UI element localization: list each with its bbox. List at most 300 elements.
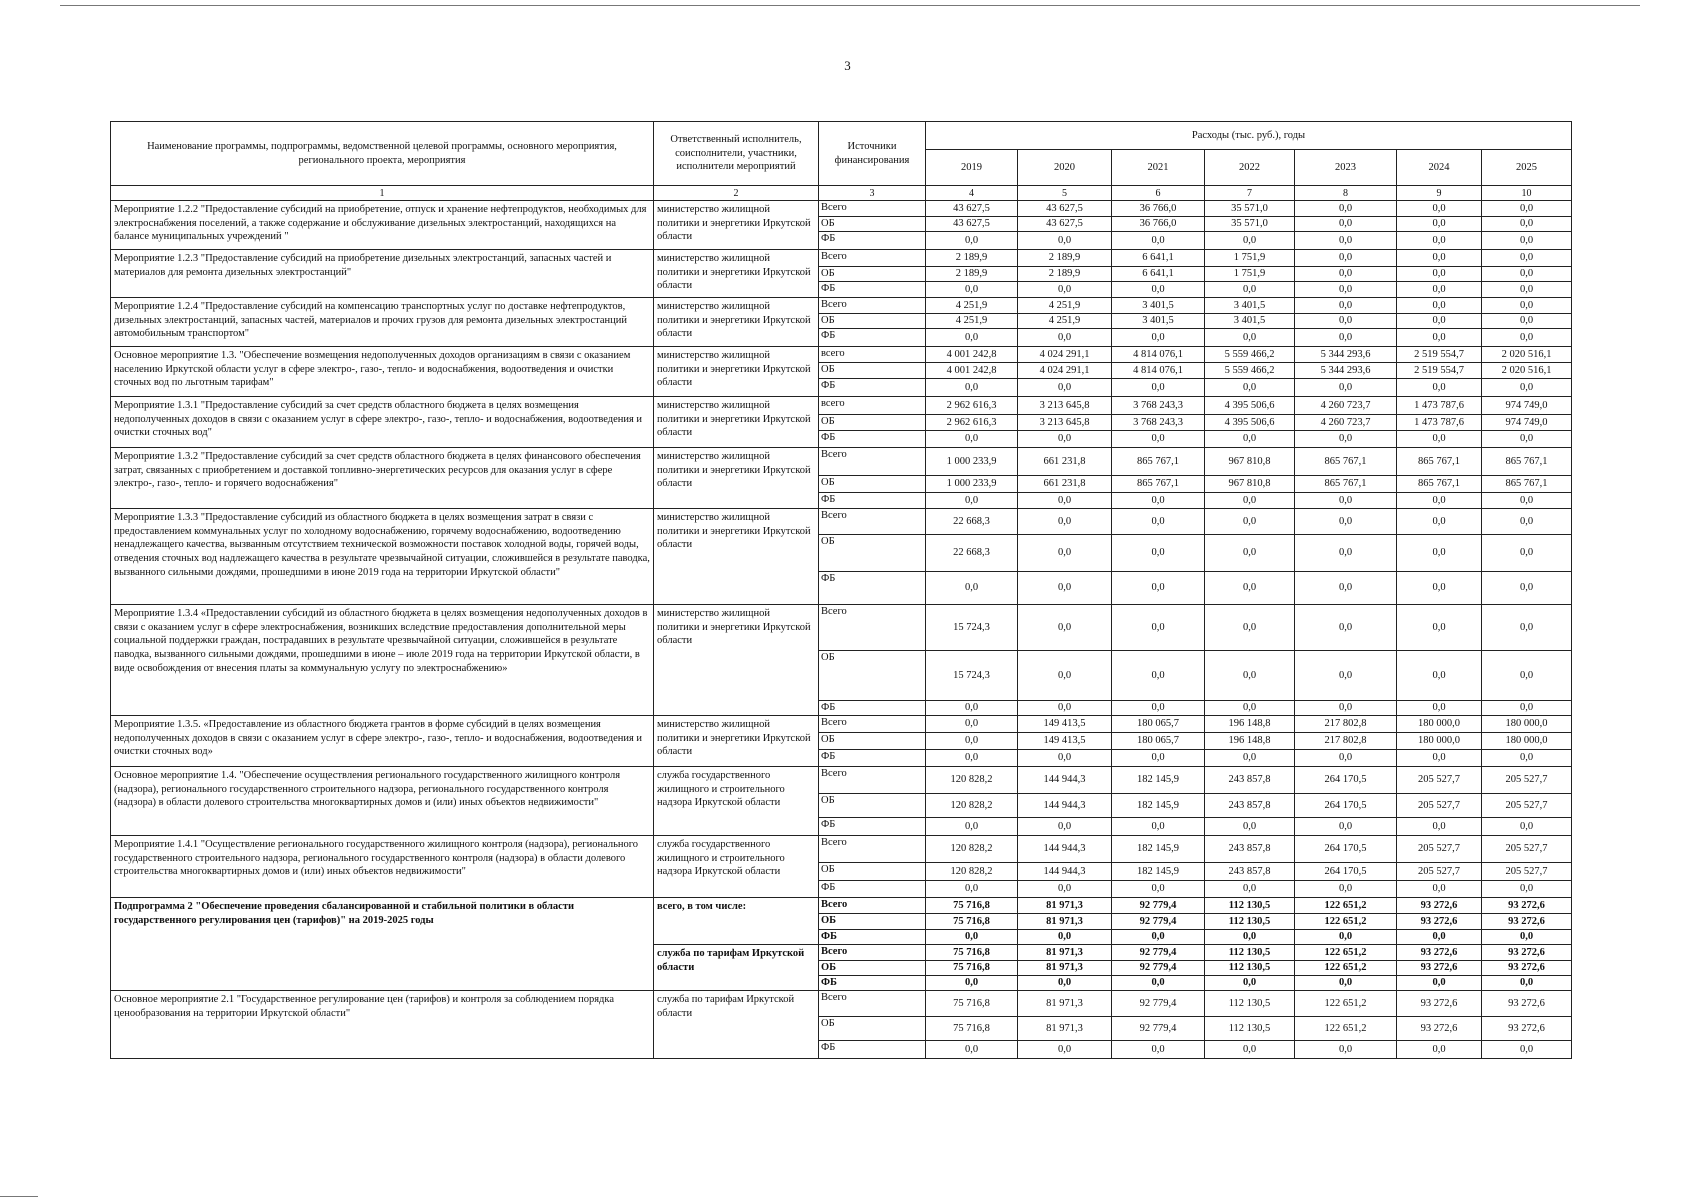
amount-cell: 865 767,1 xyxy=(1482,476,1572,493)
page-number: 3 xyxy=(844,58,851,73)
amount-cell: 0,0 xyxy=(1397,431,1482,448)
amount-cell: 0,0 xyxy=(1397,217,1482,232)
table-row xyxy=(111,347,1572,363)
program-name-cell: Основное мероприятие 2.1 "Государственное регулирование цен (тарифов) и контроля за соблюдением порядка ценообразования на территории Иркутской области" xyxy=(111,991,654,1059)
amount-cell: 0,0 xyxy=(1205,509,1295,535)
amount-cell: 0,0 xyxy=(1205,282,1295,298)
amount-cell: 0,0 xyxy=(1295,701,1397,716)
amount-cell: 0,0 xyxy=(1482,250,1572,267)
year-header: 2019 xyxy=(926,150,1018,186)
program-name-cell: Основное мероприятие 1.3. "Обеспечение возмещения недополученных доходов организациям в связи с оказанием населению Иркутской области услуг в сфере электро-, газо-, тепло- и водоснабжения, водоотведения и очистки сточных вод по льготным тарифам" xyxy=(111,347,654,397)
amount-cell: 5 344 293,6 xyxy=(1295,363,1397,379)
amount-cell: 0,0 xyxy=(1295,572,1397,605)
amount-cell: 865 767,1 xyxy=(1112,448,1205,476)
amount-cell: 0,0 xyxy=(1482,701,1572,716)
funding-source-cell: ФБ xyxy=(819,930,926,945)
amount-cell: 92 779,4 xyxy=(1112,945,1205,961)
amount-cell: 0,0 xyxy=(1018,651,1112,701)
amount-cell: 92 779,4 xyxy=(1112,991,1205,1017)
column-index: 1 xyxy=(111,186,654,201)
amount-cell: 0,0 xyxy=(1295,431,1397,448)
year-header: 2020 xyxy=(1018,150,1112,186)
amount-cell: 217 802,8 xyxy=(1295,716,1397,733)
executor-cell: служба по тарифам Иркутской области xyxy=(654,991,819,1059)
funding-source-cell: ФБ xyxy=(819,750,926,767)
program-name-cell: Основное мероприятие 1.4. "Обеспечение осуществления регионального государственного жилищного контроля (надзора), регионального государственного строительного надзора, регионального государственного контроля (надзора) в области долевого строительства многоквартирных домов и (или) иных объектов недвижимости" xyxy=(111,767,654,836)
amount-cell: 5 344 293,6 xyxy=(1295,347,1397,363)
amount-cell: 1 000 233,9 xyxy=(926,476,1018,493)
amount-cell: 0,0 xyxy=(1295,379,1397,397)
amount-cell: 0,0 xyxy=(1295,605,1397,651)
column-index: 3 xyxy=(819,186,926,201)
column-index: 4 xyxy=(926,186,1018,201)
amount-cell: 180 000,0 xyxy=(1397,733,1482,750)
table-row xyxy=(111,201,1572,217)
amount-cell: 4 251,9 xyxy=(1018,314,1112,329)
amount-cell: 180 000,0 xyxy=(1397,716,1482,733)
amount-cell: 0,0 xyxy=(1018,572,1112,605)
program-name-cell: Подпрограмма 2 "Обеспечение проведения сбалансированной и стабильной политики в области государственного регулирования цен (тарифов)" на 2019-2025 годы xyxy=(111,898,654,991)
column-index: 9 xyxy=(1397,186,1482,201)
amount-cell: 4 251,9 xyxy=(1018,298,1112,314)
amount-cell: 0,0 xyxy=(1397,701,1482,716)
funding-source-cell: Всего xyxy=(819,605,926,651)
amount-cell: 0,0 xyxy=(1295,535,1397,572)
amount-cell: 112 130,5 xyxy=(1205,1017,1295,1041)
amount-cell: 93 272,6 xyxy=(1482,961,1572,976)
amount-cell: 0,0 xyxy=(1482,818,1572,836)
amount-cell: 0,0 xyxy=(926,930,1018,945)
funding-source-cell: Всего xyxy=(819,836,926,863)
program-name-cell: Мероприятие 1.2.3 "Предоставление субсидий на приобретение дизельных электростанций, запасных частей и материалов для ремонта дизельных электростанций" xyxy=(111,250,654,298)
amount-cell: 122 651,2 xyxy=(1295,991,1397,1017)
amount-cell: 0,0 xyxy=(1482,267,1572,282)
amount-cell: 2 519 554,7 xyxy=(1397,347,1482,363)
amount-cell: 1 000 233,9 xyxy=(926,448,1018,476)
amount-cell: 0,0 xyxy=(1112,232,1205,250)
amount-cell: 144 944,3 xyxy=(1018,863,1112,881)
amount-cell: 0,0 xyxy=(1295,881,1397,898)
amount-cell: 36 766,0 xyxy=(1112,201,1205,217)
executor-cell: министерство жилищной политики и энергетики Иркутской области xyxy=(654,347,819,397)
amount-cell: 0,0 xyxy=(1397,930,1482,945)
amount-cell: 0,0 xyxy=(1482,605,1572,651)
funding-source-cell: ФБ xyxy=(819,282,926,298)
amount-cell: 205 527,7 xyxy=(1397,863,1482,881)
amount-cell: 93 272,6 xyxy=(1397,945,1482,961)
amount-cell: 75 716,8 xyxy=(926,914,1018,930)
amount-cell: 0,0 xyxy=(1112,329,1205,347)
amount-cell: 180 000,0 xyxy=(1482,716,1572,733)
funding-source-cell: ОБ xyxy=(819,863,926,881)
header-expenses: Расходы (тыс. руб.), годы xyxy=(926,122,1572,150)
amount-cell: 144 944,3 xyxy=(1018,836,1112,863)
amount-cell: 93 272,6 xyxy=(1482,945,1572,961)
funding-source-cell: Всего xyxy=(819,509,926,535)
amount-cell: 4 814 076,1 xyxy=(1112,347,1205,363)
amount-cell: 243 857,8 xyxy=(1205,794,1295,818)
header-name: Наименование программы, подпрограммы, ведомственной целевой программы, основного мероприятия, регионального проекта, мероприятия xyxy=(111,122,654,186)
amount-cell: 0,0 xyxy=(1482,431,1572,448)
executor-cell: министерство жилищной политики и энергетики Иркутской области xyxy=(654,250,819,298)
program-name-cell: Мероприятие 1.3.2 "Предоставление субсидий за счет средств областного бюджета в целях финансового обеспечения затрат, связанных с приобретением и доставкой топливно-энергетических ресурсов для оказания услуг в сфере электро-, газо-, тепло- и горячего водоснабжения" xyxy=(111,448,654,509)
funding-source-cell: ОБ xyxy=(819,733,926,750)
amount-cell: 0,0 xyxy=(1112,750,1205,767)
amount-cell: 15 724,3 xyxy=(926,605,1018,651)
amount-cell: 0,0 xyxy=(1018,232,1112,250)
amount-cell: 0,0 xyxy=(1482,298,1572,314)
amount-cell: 0,0 xyxy=(1397,201,1482,217)
amount-cell: 0,0 xyxy=(1482,509,1572,535)
amount-cell: 0,0 xyxy=(1397,232,1482,250)
amount-cell: 4 024 291,1 xyxy=(1018,347,1112,363)
amount-cell: 6 641,1 xyxy=(1112,267,1205,282)
funding-source-cell: ФБ xyxy=(819,232,926,250)
amount-cell: 0,0 xyxy=(1018,976,1112,991)
amount-cell: 0,0 xyxy=(1295,250,1397,267)
amount-cell: 0,0 xyxy=(1482,493,1572,509)
column-index-row xyxy=(111,186,1572,201)
amount-cell: 3 401,5 xyxy=(1112,314,1205,329)
funding-source-cell: ОБ xyxy=(819,476,926,493)
amount-cell: 93 272,6 xyxy=(1482,914,1572,930)
amount-cell: 974 749,0 xyxy=(1482,415,1572,431)
amount-cell: 0,0 xyxy=(926,818,1018,836)
amount-cell: 0,0 xyxy=(1018,750,1112,767)
executor-cell: служба по тарифам Иркутской области xyxy=(654,945,819,991)
amount-cell: 0,0 xyxy=(1112,572,1205,605)
funding-source-cell: ОБ xyxy=(819,535,926,572)
amount-cell: 0,0 xyxy=(1295,217,1397,232)
funding-source-cell: ФБ xyxy=(819,976,926,991)
amount-cell: 43 627,5 xyxy=(926,217,1018,232)
amount-cell: 182 145,9 xyxy=(1112,836,1205,863)
amount-cell: 43 627,5 xyxy=(926,201,1018,217)
funding-source-cell: Всего xyxy=(819,991,926,1017)
amount-cell: 4 260 723,7 xyxy=(1295,397,1397,415)
amount-cell: 0,0 xyxy=(1397,314,1482,329)
table-row xyxy=(111,250,1572,267)
program-name-cell: Мероприятие 1.3.5. «Предоставление из областного бюджета грантов в форме субсидий в целях возмещения недополученных доходов в связи с оказанием услуг в сфере электро-, газо-, тепло- и водоснабжения, водоотведения и очистки сточных вод» xyxy=(111,716,654,767)
amount-cell: 0,0 xyxy=(1482,1041,1572,1059)
amount-cell: 6 641,1 xyxy=(1112,250,1205,267)
amount-cell: 0,0 xyxy=(1018,379,1112,397)
executor-cell: министерство жилищной политики и энергетики Иркутской области xyxy=(654,298,819,347)
amount-cell: 0,0 xyxy=(1112,535,1205,572)
funding-source-cell: ОБ xyxy=(819,1017,926,1041)
amount-cell: 2 189,9 xyxy=(1018,267,1112,282)
amount-cell: 5 559 466,2 xyxy=(1205,347,1295,363)
amount-cell: 0,0 xyxy=(1205,431,1295,448)
amount-cell: 3 768 243,3 xyxy=(1112,397,1205,415)
column-index: 5 xyxy=(1018,186,1112,201)
amount-cell: 0,0 xyxy=(1205,651,1295,701)
header-executor: Ответственный исполнитель, соисполнители, участники, исполнители мероприятий xyxy=(654,122,819,186)
amount-cell: 22 668,3 xyxy=(926,509,1018,535)
amount-cell: 0,0 xyxy=(926,881,1018,898)
amount-cell: 0,0 xyxy=(1482,572,1572,605)
amount-cell: 112 130,5 xyxy=(1205,961,1295,976)
amount-cell: 1 751,9 xyxy=(1205,250,1295,267)
amount-cell: 122 651,2 xyxy=(1295,945,1397,961)
amount-cell: 182 145,9 xyxy=(1112,767,1205,794)
amount-cell: 0,0 xyxy=(1205,930,1295,945)
column-index: 2 xyxy=(654,186,819,201)
amount-cell: 3 768 243,3 xyxy=(1112,415,1205,431)
column-index: 10 xyxy=(1482,186,1572,201)
amount-cell: 120 828,2 xyxy=(926,836,1018,863)
amount-cell: 120 828,2 xyxy=(926,794,1018,818)
funding-source-cell: ОБ xyxy=(819,961,926,976)
executor-cell: всего, в том числе: xyxy=(654,898,819,945)
amount-cell: 0,0 xyxy=(1397,329,1482,347)
amount-cell: 0,0 xyxy=(1018,509,1112,535)
funding-source-cell: Всего xyxy=(819,201,926,217)
amount-cell: 0,0 xyxy=(1112,493,1205,509)
amount-cell: 0,0 xyxy=(1205,750,1295,767)
amount-cell: 0,0 xyxy=(1295,509,1397,535)
amount-cell: 0,0 xyxy=(1018,329,1112,347)
amount-cell: 967 810,8 xyxy=(1205,476,1295,493)
amount-cell: 0,0 xyxy=(1018,930,1112,945)
amount-cell: 0,0 xyxy=(1112,282,1205,298)
funding-source-cell: ФБ xyxy=(819,701,926,716)
funding-source-cell: ФБ xyxy=(819,431,926,448)
amount-cell: 4 395 506,6 xyxy=(1205,415,1295,431)
amount-cell: 243 857,8 xyxy=(1205,836,1295,863)
amount-cell: 2 519 554,7 xyxy=(1397,363,1482,379)
table-row xyxy=(111,767,1572,794)
amount-cell: 0,0 xyxy=(1112,651,1205,701)
amount-cell: 93 272,6 xyxy=(1397,961,1482,976)
funding-source-cell: Всего xyxy=(819,767,926,794)
amount-cell: 0,0 xyxy=(1397,282,1482,298)
amount-cell: 75 716,8 xyxy=(926,961,1018,976)
amount-cell: 0,0 xyxy=(1018,818,1112,836)
amount-cell: 4 251,9 xyxy=(926,314,1018,329)
year-header: 2024 xyxy=(1397,150,1482,186)
program-name-cell: Мероприятие 1.2.4 "Предоставление субсидий на компенсацию транспортных услуг по доставке нефтепродуктов, дизельных электростанций, запасных частей, материалов и прочих грузов для ремонта дизельных электростанций автомобильным транспортом" xyxy=(111,298,654,347)
amount-cell: 2 962 616,3 xyxy=(926,415,1018,431)
amount-cell: 0,0 xyxy=(1482,651,1572,701)
amount-cell: 4 024 291,1 xyxy=(1018,363,1112,379)
amount-cell: 0,0 xyxy=(1295,493,1397,509)
amount-cell: 205 527,7 xyxy=(1482,767,1572,794)
amount-cell: 974 749,0 xyxy=(1482,397,1572,415)
executor-cell: министерство жилищной политики и энергетики Иркутской области xyxy=(654,716,819,767)
amount-cell: 43 627,5 xyxy=(1018,201,1112,217)
amount-cell: 92 779,4 xyxy=(1112,898,1205,914)
amount-cell: 0,0 xyxy=(1205,329,1295,347)
amount-cell: 0,0 xyxy=(1112,976,1205,991)
funding-source-cell: ФБ xyxy=(819,493,926,509)
amount-cell: 0,0 xyxy=(1397,572,1482,605)
amount-cell: 75 716,8 xyxy=(926,898,1018,914)
amount-cell: 4 001 242,8 xyxy=(926,347,1018,363)
funding-source-cell: ОБ xyxy=(819,651,926,701)
amount-cell: 0,0 xyxy=(1295,201,1397,217)
amount-cell: 81 971,3 xyxy=(1018,1017,1112,1041)
amount-cell: 0,0 xyxy=(1295,818,1397,836)
amount-cell: 0,0 xyxy=(926,976,1018,991)
amount-cell: 0,0 xyxy=(1295,267,1397,282)
amount-cell: 15 724,3 xyxy=(926,651,1018,701)
amount-cell: 0,0 xyxy=(1397,250,1482,267)
amount-cell: 0,0 xyxy=(1295,930,1397,945)
table-row xyxy=(111,509,1572,535)
amount-cell: 205 527,7 xyxy=(1482,836,1572,863)
funding-source-cell: Всего xyxy=(819,298,926,314)
scan-edge-line xyxy=(60,5,1640,6)
amount-cell: 122 651,2 xyxy=(1295,1017,1397,1041)
funding-source-cell: ОБ xyxy=(819,217,926,232)
amount-cell: 0,0 xyxy=(1205,572,1295,605)
amount-cell: 661 231,8 xyxy=(1018,476,1112,493)
table-row xyxy=(111,298,1572,314)
funding-source-cell: ФБ xyxy=(819,1041,926,1059)
amount-cell: 0,0 xyxy=(926,493,1018,509)
amount-cell: 205 527,7 xyxy=(1482,863,1572,881)
amount-cell: 149 413,5 xyxy=(1018,716,1112,733)
amount-cell: 0,0 xyxy=(1397,1041,1482,1059)
amount-cell: 0,0 xyxy=(926,232,1018,250)
amount-cell: 5 559 466,2 xyxy=(1205,363,1295,379)
amount-cell: 0,0 xyxy=(1112,379,1205,397)
header-source: Источники финансирования xyxy=(819,122,926,186)
executor-cell: министерство жилищной политики и энергетики Иркутской области xyxy=(654,605,819,716)
amount-cell: 3 213 645,8 xyxy=(1018,397,1112,415)
amount-cell: 0,0 xyxy=(1482,750,1572,767)
table-row xyxy=(111,448,1572,476)
amount-cell: 0,0 xyxy=(1397,493,1482,509)
amount-cell: 0,0 xyxy=(1397,818,1482,836)
amount-cell: 0,0 xyxy=(926,733,1018,750)
amount-cell: 43 627,5 xyxy=(1018,217,1112,232)
amount-cell: 0,0 xyxy=(1482,232,1572,250)
amount-cell: 35 571,0 xyxy=(1205,201,1295,217)
amount-cell: 0,0 xyxy=(1482,217,1572,232)
amount-cell: 0,0 xyxy=(1295,651,1397,701)
column-index: 7 xyxy=(1205,186,1295,201)
funding-source-cell: ОБ xyxy=(819,314,926,329)
amount-cell: 0,0 xyxy=(1112,431,1205,448)
amount-cell: 0,0 xyxy=(1397,509,1482,535)
column-index: 8 xyxy=(1295,186,1397,201)
table-row xyxy=(111,397,1572,415)
funding-source-cell: ОБ xyxy=(819,914,926,930)
amount-cell: 122 651,2 xyxy=(1295,961,1397,976)
amount-cell: 0,0 xyxy=(1482,535,1572,572)
amount-cell: 112 130,5 xyxy=(1205,945,1295,961)
amount-cell: 0,0 xyxy=(1018,881,1112,898)
amount-cell: 180 000,0 xyxy=(1482,733,1572,750)
amount-cell: 92 779,4 xyxy=(1112,914,1205,930)
amount-cell: 0,0 xyxy=(1112,818,1205,836)
amount-cell: 4 395 506,6 xyxy=(1205,397,1295,415)
amount-cell: 112 130,5 xyxy=(1205,991,1295,1017)
funding-source-cell: Всего xyxy=(819,716,926,733)
table-row xyxy=(111,991,1572,1017)
amount-cell: 243 857,8 xyxy=(1205,767,1295,794)
amount-cell: 93 272,6 xyxy=(1482,898,1572,914)
amount-cell: 0,0 xyxy=(1018,535,1112,572)
table-row xyxy=(111,898,1572,914)
amount-cell: 0,0 xyxy=(1295,976,1397,991)
amount-cell: 0,0 xyxy=(1112,930,1205,945)
amount-cell: 0,0 xyxy=(1205,1041,1295,1059)
amount-cell: 81 971,3 xyxy=(1018,914,1112,930)
amount-cell: 0,0 xyxy=(1482,282,1572,298)
funding-source-cell: ФБ xyxy=(819,881,926,898)
amount-cell: 865 767,1 xyxy=(1482,448,1572,476)
amount-cell: 0,0 xyxy=(1295,329,1397,347)
amount-cell: 0,0 xyxy=(1018,701,1112,716)
funding-source-cell: Всего xyxy=(819,448,926,476)
amount-cell: 0,0 xyxy=(1018,431,1112,448)
amount-cell: 205 527,7 xyxy=(1397,767,1482,794)
amount-cell: 865 767,1 xyxy=(1397,476,1482,493)
amount-cell: 92 779,4 xyxy=(1112,961,1205,976)
amount-cell: 0,0 xyxy=(1018,282,1112,298)
amount-cell: 0,0 xyxy=(1295,1041,1397,1059)
amount-cell: 0,0 xyxy=(1482,881,1572,898)
program-name-cell: Мероприятие 1.4.1 "Осуществление регионального государственного жилищного контроля (надзора), регионального государственного строительного надзора, регионального государственного контроля (надзора) в области долевого строительства многоквартирных домов и (или) иных объектов недвижимости" xyxy=(111,836,654,898)
amount-cell: 205 527,7 xyxy=(1482,794,1572,818)
year-header: 2025 xyxy=(1482,150,1572,186)
funding-source-cell: ФБ xyxy=(819,572,926,605)
amount-cell: 205 527,7 xyxy=(1397,794,1482,818)
amount-cell: 93 272,6 xyxy=(1397,914,1482,930)
amount-cell: 75 716,8 xyxy=(926,945,1018,961)
amount-cell: 0,0 xyxy=(926,716,1018,733)
amount-cell: 180 065,7 xyxy=(1112,733,1205,750)
amount-cell: 865 767,1 xyxy=(1397,448,1482,476)
table-row xyxy=(111,605,1572,651)
amount-cell: 0,0 xyxy=(1482,930,1572,945)
budget-table xyxy=(110,121,1572,1059)
amount-cell: 0,0 xyxy=(1205,976,1295,991)
amount-cell: 182 145,9 xyxy=(1112,794,1205,818)
executor-cell: министерство жилищной политики и энергетики Иркутской области xyxy=(654,509,819,605)
amount-cell: 35 571,0 xyxy=(1205,217,1295,232)
amount-cell: 205 527,7 xyxy=(1397,836,1482,863)
amount-cell: 0,0 xyxy=(1397,750,1482,767)
amount-cell: 2 189,9 xyxy=(926,250,1018,267)
amount-cell: 0,0 xyxy=(1112,881,1205,898)
amount-cell: 0,0 xyxy=(1205,493,1295,509)
amount-cell: 0,0 xyxy=(1205,881,1295,898)
amount-cell: 0,0 xyxy=(1295,232,1397,250)
amount-cell: 120 828,2 xyxy=(926,767,1018,794)
amount-cell: 0,0 xyxy=(926,379,1018,397)
funding-source-cell: ФБ xyxy=(819,329,926,347)
amount-cell: 0,0 xyxy=(1397,881,1482,898)
funding-source-cell: Всего xyxy=(819,898,926,914)
table-row xyxy=(111,836,1572,863)
amount-cell: 4 260 723,7 xyxy=(1295,415,1397,431)
amount-cell: 3 401,5 xyxy=(1112,298,1205,314)
amount-cell: 967 810,8 xyxy=(1205,448,1295,476)
amount-cell: 0,0 xyxy=(1112,701,1205,716)
funding-source-cell: ОБ xyxy=(819,794,926,818)
funding-source-cell: всего xyxy=(819,397,926,415)
funding-source-cell: ОБ xyxy=(819,267,926,282)
amount-cell: 264 170,5 xyxy=(1295,794,1397,818)
amount-cell: 3 401,5 xyxy=(1205,298,1295,314)
amount-cell: 112 130,5 xyxy=(1205,898,1295,914)
amount-cell: 1 751,9 xyxy=(1205,267,1295,282)
amount-cell: 0,0 xyxy=(1295,314,1397,329)
